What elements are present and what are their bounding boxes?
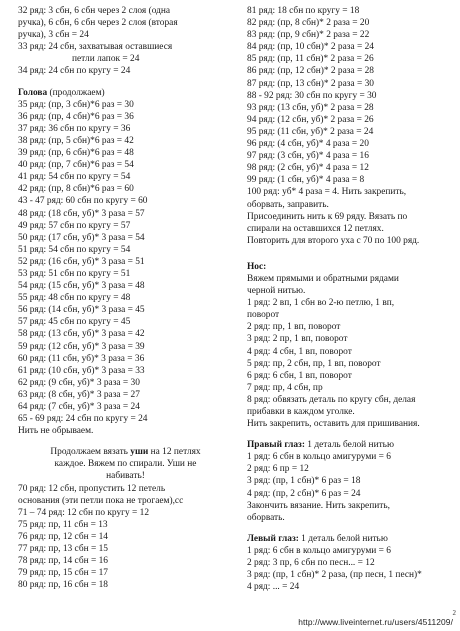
- text-line: 3 ряд: 2 пр, 1 вп, поворот: [247, 334, 348, 345]
- row-line: 94 ряд: (12 сбн, уб)* 2 раза = 26: [247, 114, 374, 125]
- row-line: 42 ряд: (пр, 8 сбн)*6 раз = 60: [18, 184, 134, 195]
- heading-title: Правый глаз:: [247, 440, 305, 451]
- row-line: 75 ряд: пр, 11 сбн = 13: [18, 519, 108, 530]
- row-line: 58 ряд: (13 сбн, уб)* 3 раза = 42: [18, 329, 145, 340]
- text-line: Вяжем прямыми и обратными рядами: [247, 273, 399, 284]
- row-line: 82 ряд: (пр, 8 сбн)* 2 раза = 20: [247, 18, 370, 29]
- text-line: 8 ряд: обвязать деталь по кругу сбн, делая: [247, 394, 416, 405]
- text-line: петли лапок = 24: [72, 54, 140, 65]
- text-line: 6 ряд: 6 сбн, 1 вп, поворот: [247, 370, 352, 381]
- row-line: 35 ряд: (пр, 3 сбн)*6 раз = 30: [18, 99, 134, 110]
- ear-rows: [18, 483, 233, 592]
- ears-lead: Продолжаем вязать: [50, 447, 131, 458]
- row-line: 63 ряд: (8 сбн, уб)* 3 раза = 27: [18, 389, 140, 400]
- row-line: 80 ряд: пр, 16 сбн = 18: [18, 580, 108, 591]
- left-eye-heading: [247, 533, 452, 545]
- row-line: 38 ряд: (пр, 5 сбн)*6 раз = 42: [18, 135, 134, 146]
- head-rows: [18, 99, 233, 438]
- row-line: 84 ряд: (пр, 10 сбн)* 2 раза = 24: [247, 42, 374, 53]
- nose-heading: Нос:: [247, 261, 267, 272]
- text-line: оборвать.: [247, 512, 285, 523]
- row-line: 36 ряд: (пр, 4 сбн)*6 раз = 36: [18, 111, 134, 122]
- text-line: 5 ряд: пр, 2 сбн, пр, 1 вп, поворот: [247, 358, 381, 369]
- row-line: 98 ряд: (2 сбн, уб)* 4 раза = 12: [247, 163, 369, 174]
- right-eye-section: [247, 439, 452, 524]
- row-line: основания (эти петли пока не трогаем),сс: [18, 495, 184, 506]
- text-line: 32 ряд: 3 сбн, 6 сбн через 2 слоя (одна: [18, 6, 171, 16]
- heading-note: (продолжаем): [47, 87, 105, 98]
- row-line: 87 ряд: (пр, 13 сбн)* 2 раза = 30: [247, 78, 374, 89]
- row-line: 76 ряд: пр, 12 сбн = 14: [18, 531, 108, 542]
- text-line: каждое. Вяжем по спирали. Уши не: [54, 459, 197, 470]
- ears-intro: [18, 446, 233, 482]
- row-line: Присоединить нить к 69 ряду. Вязать по: [247, 211, 408, 222]
- row-line: оборвать, заправить.: [247, 199, 329, 210]
- text-line: 3 ряд: (пр, 1 сбн)* 2 раза, (пр песн, 1 песн)*: [247, 570, 422, 581]
- row-line: 41 ряд: 54 сбн по кругу = 54: [18, 172, 131, 183]
- text-line: прибавки в каждом уголке.: [247, 407, 355, 417]
- text-line: набивать!: [106, 471, 145, 482]
- text-line: 3 ряд: (пр, 1 сбн)* 6 раз = 18: [247, 476, 361, 487]
- row-line: 54 ряд: (15 сбн, уб)* 3 раза = 48: [18, 281, 145, 292]
- row-line: 60 ряд: (11 сбн, уб)* 3 раза = 36: [18, 353, 145, 364]
- row-line: 70 ряд: 12 сбн, пропустить 12 петель: [18, 483, 166, 494]
- text-line: ручка), 3 сбн = 24: [18, 30, 89, 41]
- row-line: 52 ряд: (16 сбн, уб)* 3 раза = 51: [18, 256, 145, 267]
- row-line: 77 ряд: пр, 13 сбн = 15: [18, 544, 108, 555]
- row-line: 95 ряд: (11 сбн, уб)* 2 раза = 24: [247, 126, 374, 137]
- heading-title: Левый глаз:: [247, 533, 299, 544]
- left-column: [18, 5, 233, 591]
- right-column: [247, 5, 452, 593]
- section-heading-head: [18, 87, 233, 99]
- row-line: 99 ряд: (1 сбн, уб)* 4 раза = 8: [247, 175, 365, 186]
- text-line: 7 ряд: пр, 4 сбн, пр: [247, 382, 323, 393]
- row-line: 62 ряд: (9 сбн, уб)* 3 раза = 30: [18, 377, 140, 388]
- row-line: 65 - 69 ряд: 24 сбн по кругу = 24: [18, 414, 148, 425]
- row-line: 61 ряд: (10 сбн, уб)* 3 раза = 33: [18, 365, 145, 376]
- row-line: 43 - 47 ряд: 60 сбн по кругу = 60: [18, 196, 148, 207]
- text-line: 1 ряд: 6 сбн в кольцо амигуруми = 6: [247, 452, 391, 463]
- intro-block: [18, 5, 233, 78]
- text-line: 4 ряд: ... = 24: [247, 582, 300, 593]
- row-line: 40 ряд: (пр, 7 сбн)*6 раз = 54: [18, 160, 134, 171]
- page-number: 2: [452, 608, 456, 617]
- row-line: спирали на оставшихся 12 петлях.: [247, 223, 384, 234]
- row-line: 79 ряд: пр, 15 сбн = 17: [18, 568, 108, 579]
- row-line: 39 ряд: (пр, 6 сбн)*6 раз = 48: [18, 148, 134, 159]
- row-line: 55 ряд: 48 сбн по кругу = 48: [18, 293, 131, 304]
- row-line: 59 ряд: (12 сбн, уб)* 3 раза = 39: [18, 341, 145, 352]
- text-line: ручка), 6 сбн, 6 сбн через 2 слоя (вторая: [18, 18, 178, 29]
- text-line: 1 ряд: 2 вп, 1 сбн во 2-ю петлю, 1 вп,: [247, 298, 395, 309]
- row-line: 93 ряд: (13 сбн, уб)* 2 раза = 28: [247, 102, 374, 113]
- text-line: Нить закрепить, оставить для пришивания.: [247, 419, 420, 430]
- text-line: 2 ряд: 3 пр, 6 сбн по песн... = 12: [247, 558, 375, 569]
- text-line: Закончить вязание. Нить закрепить,: [247, 500, 390, 511]
- text-line: поворот: [247, 310, 280, 321]
- row-line: 37 ряд: 36 сбн по кругу = 36: [18, 123, 131, 134]
- heading-note: 1 деталь белой нитью: [298, 533, 388, 544]
- heading-note: 1 деталь белой нитью: [304, 440, 394, 451]
- text-line: черной нитью.: [247, 286, 306, 297]
- source-url: http://www.liveinternet.ru/users/4511209/: [298, 616, 453, 627]
- row-line: 64 ряд: (7 сбн, уб)* 3 раза = 24: [18, 402, 140, 412]
- row-line: 100 ряд: уб* 4 раза = 4. Нить закрепить,: [247, 187, 407, 198]
- row-line: 88 - 92 ряд: 30 сбн по кругу = 30: [247, 90, 377, 101]
- ears-word: уши: [130, 447, 149, 458]
- text-line: 4 ряд: (пр, 2 сбн)* 6 раз = 24: [247, 488, 361, 499]
- row-line: 97 ряд: (3 сбн, уб)* 4 раза = 16: [247, 151, 369, 162]
- text-line: 2 ряд: 6 пр = 12: [247, 464, 309, 475]
- row-line: 71 – 74 ряд: 12 сбн по кругу = 12: [18, 507, 150, 518]
- row-line: 81 ряд: 18 сбн по кругу = 18: [247, 6, 360, 16]
- right-eye-heading: [247, 439, 452, 451]
- row-line: 51 ряд: 54 сбн по кругу = 54: [18, 244, 131, 255]
- row-line: 96 ряд: (4 сбн, уб)* 4 раза = 20: [247, 139, 369, 150]
- nose-section: [247, 261, 452, 430]
- row-line: Нить не обрываем.: [18, 426, 94, 437]
- row-line: 86 ряд: (пр, 12 сбн)* 2 раза = 28: [247, 66, 374, 77]
- row-line: 85 ряд: (пр, 11 сбн)* 2 раза = 26: [247, 54, 374, 65]
- heading-title: Голова: [18, 87, 48, 98]
- row-line: 49 ряд: 57 сбн по кругу = 57: [18, 220, 131, 231]
- row-line: 48 ряд: (18 сбн, уб)* 3 раза = 57: [18, 208, 145, 219]
- row-line: Повторить для второго уха с 70 по 100 ряд.: [247, 235, 420, 246]
- row-line: 53 ряд: 51 сбн по кругу = 51: [18, 268, 131, 279]
- text-line: 2 ряд: пр, 1 вп, поворот: [247, 322, 341, 333]
- ear-rows-continued: [247, 5, 452, 247]
- row-line: 57 ряд: 45 сбн по кругу = 45: [18, 317, 131, 328]
- text-line: 33 ряд: 24 сбн, захватывая оставшиеся: [18, 42, 173, 53]
- left-eye-section: [247, 533, 452, 593]
- row-line: 56 ряд: (14 сбн, уб)* 3 раза = 45: [18, 305, 145, 316]
- row-line: 78 ряд: пр, 14 сбн = 16: [18, 556, 108, 567]
- row-line: 83 ряд: (пр, 9 сбн)* 2 раза = 22: [247, 30, 370, 41]
- text-line: 4 ряд: 4 сбн, 1 вп, поворот: [247, 346, 352, 357]
- text-line: 1 ряд: 6 сбн в кольцо амигуруми = 6: [247, 545, 391, 556]
- row-line: 50 ряд: (17 сбн, уб)* 3 раза = 54: [18, 232, 145, 243]
- text-line: 34 ряд: 24 сбн по кругу = 24: [18, 66, 131, 77]
- ears-rest: на 12 петлях: [148, 447, 201, 458]
